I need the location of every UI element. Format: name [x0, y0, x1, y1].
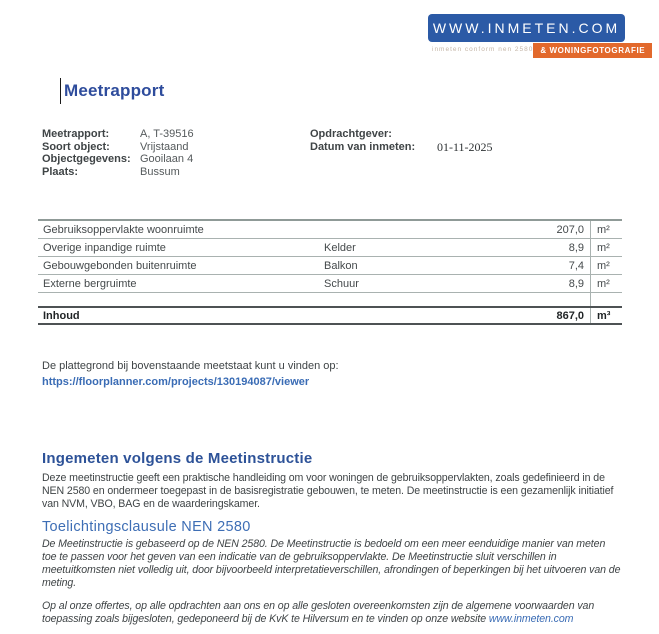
- meta-value-date: 01-11-2025: [437, 139, 493, 154]
- meta-label: Meetrapport:: [42, 128, 110, 140]
- row-unit: m²: [590, 275, 622, 292]
- row-value: 207,0: [556, 223, 584, 236]
- row-unit: m²: [590, 257, 622, 274]
- total-label: Inhoud: [43, 309, 80, 322]
- meta-left-column: [42, 128, 194, 178]
- text-sections: [42, 450, 622, 626]
- inmeten-logo: [428, 14, 646, 58]
- footer-paragraph: [42, 600, 622, 626]
- row-unit: m²: [590, 239, 622, 256]
- paragraph-meetinstructie: Deze meetinstructie geeft een praktische handleiding om voor woningen de gebruiksoppervlakten, zoals gedefinieerd in de NEN 2580 en ondermeer toegepast in de basisregistratie gebouwen, te meten. De meetinstructie is een gezamenlijk initiatief van NVM, VBO, BAG en de waarderingskamer.: [42, 472, 614, 510]
- measurement-table-body: [38, 219, 622, 293]
- page-title-text: Meetrapport: [64, 81, 165, 100]
- row-label: Gebouwgebonden buitenruimte: [43, 259, 197, 272]
- meta-row-datum-van-inmeten: [310, 141, 493, 154]
- paragraph-toelichtingsclausule: De Meetinstructie is gebaseerd op de NEN 2580. De Meetinstructie is bedoeld om een meer eenduidige manier van meten toe te passen voor het geven van een indicatie van de gebruiksoppervlakte. De Meetinstructie sluit verschillen in meetuitkomsten niet volledig uit, door bijvoorbeeld interpretatieverschillen, afrondingen of beperkingen bij het uitvoeren van de meting.: [42, 538, 621, 589]
- meta-value: A, T-39516: [140, 128, 194, 140]
- meta-value: Gooilaan 4: [140, 153, 194, 165]
- table-row: [38, 257, 622, 275]
- footer-text: Op al onze offertes, op alle opdrachten aan ons en op alle gesloten overeenkomsten zijn de algemene voorwaarden van toepassing zoals bijgesloten, gedeponeerd bij de KvK te Hilversum en te vinden op onze website: [42, 600, 595, 625]
- meta-label: Opdrachtgever:: [310, 128, 392, 140]
- meta-right-column: [310, 128, 493, 153]
- row-detail: Kelder: [324, 241, 356, 254]
- total-value: 867,0: [556, 309, 584, 322]
- meta-label: Datum van inmeten:: [310, 140, 416, 153]
- row-detail: Balkon: [324, 259, 358, 272]
- row-detail: Schuur: [324, 277, 359, 290]
- table-row: [38, 239, 622, 257]
- meta-label: Soort object:: [42, 140, 110, 153]
- floorplanner-link[interactable]: https://floorplanner.com/projects/130194087/viewer: [42, 376, 310, 388]
- meta-value: Bussum: [140, 165, 180, 178]
- table-row: [38, 275, 622, 293]
- table-spacer-row: [38, 293, 622, 306]
- total-unit: m³: [590, 308, 622, 323]
- meta-row-soort-object: [42, 141, 194, 154]
- row-value: 8,9: [568, 241, 584, 254]
- meta-value: Vrijstaand: [140, 140, 189, 153]
- meta-row-objectgegevens: [42, 153, 194, 166]
- page-title: [60, 78, 164, 104]
- floorplan-section: [42, 358, 339, 390]
- table-total-row: [38, 306, 622, 325]
- logo-badge: & WONINGFOTOGRAFIE: [533, 43, 652, 58]
- row-value: 8,9: [568, 277, 584, 290]
- logo-subline: [428, 43, 646, 58]
- meta-row-meetrapport: [42, 128, 194, 141]
- row-label: Externe bergruimte: [43, 277, 137, 290]
- meta-label: Objectgegevens:: [42, 153, 131, 165]
- row-value: 7,4: [568, 259, 584, 272]
- floorplan-lead-text: De plattegrond bij bovenstaande meetstaat kunt u vinden op:: [42, 360, 339, 372]
- row-unit: m²: [590, 221, 622, 238]
- heading-meetinstructie: Ingemeten volgens de Meetinstructie: [42, 450, 313, 467]
- logo-wordmark: WWW.INMETEN.COM: [428, 14, 625, 42]
- meta-row-plaats: [42, 166, 194, 179]
- row-label: Overige inpandige ruimte: [43, 241, 166, 254]
- measurement-table: [38, 219, 622, 325]
- meta-label: Plaats:: [42, 165, 79, 178]
- row-label: Gebruiksoppervlakte woonruimte: [43, 223, 204, 236]
- heading-toelichtingsclausule: Toelichtingsclausule NEN 2580: [42, 519, 251, 535]
- table-row: [38, 221, 622, 239]
- inmeten-website-link[interactable]: www.inmeten.com: [488, 613, 574, 625]
- logo-tagline: inmeten conform nen 2580: [432, 46, 534, 53]
- meta-row-opdrachtgever: [310, 128, 493, 141]
